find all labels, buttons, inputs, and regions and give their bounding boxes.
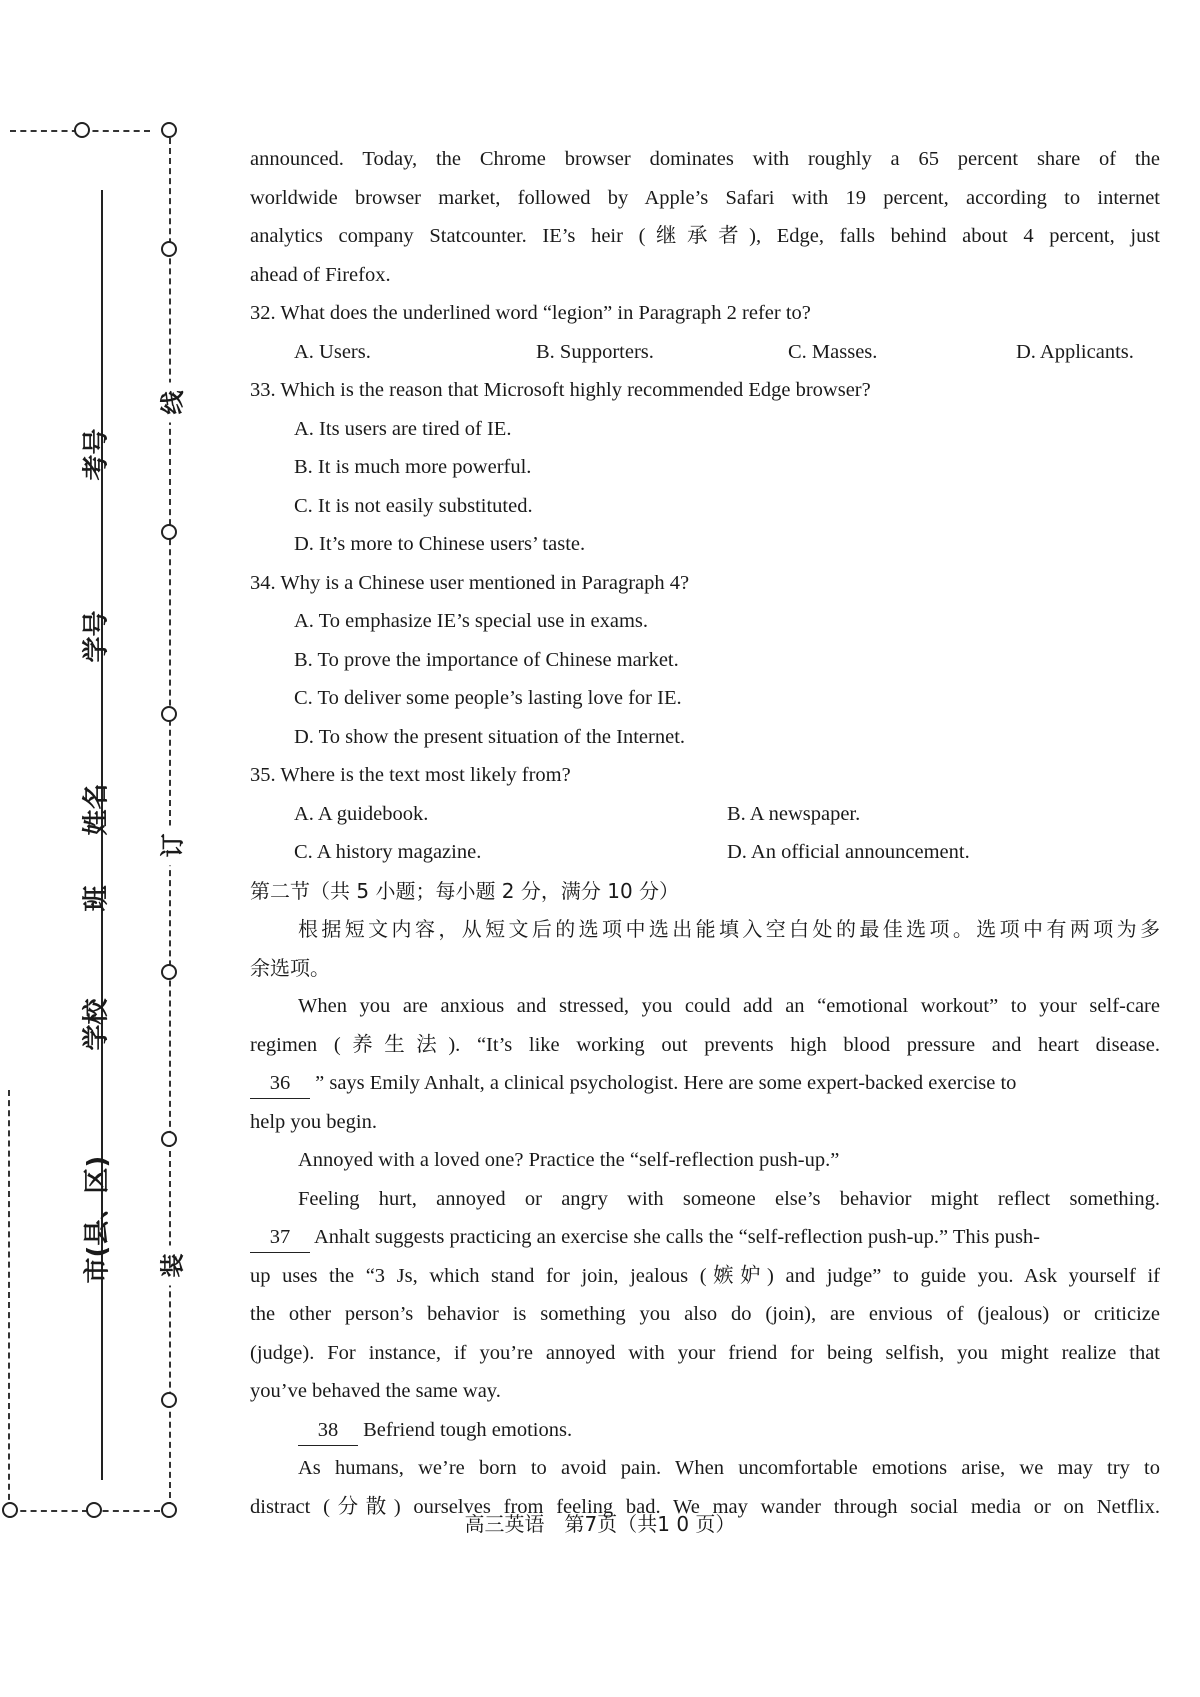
circle-marker [161,241,177,257]
passage-line: When you are anxious and stressed, you could add an “emotional workout” to your self-care [298,995,1160,1017]
option-d: D. It’s more to Chinese users’ taste. [294,533,586,555]
question-35-stem: 35. Where is the text most likely from? [250,764,571,786]
question-35-options-row1 [250,795,1160,834]
option-d: D. An official announcement. [727,841,970,863]
option-a: A. Users. [294,340,371,363]
passage-line [250,1411,1160,1450]
option-a: A. To emphasize IE’s special use in exams. [294,610,648,632]
label-kaohao: 考号 [81,428,112,481]
outer-dash-line [8,1090,10,1510]
option-a: A. A guidebook. [294,802,429,825]
question-32-options [250,333,1160,372]
option-b: B. It is much more powerful. [294,456,532,478]
exam-content [250,140,1160,1526]
option-c: C. To deliver some people’s lasting love for IE. [294,687,682,709]
option-b: B. Supporters. [536,340,654,363]
circle-marker [161,1392,177,1408]
passage-line: ahead of Firefox. [250,263,391,286]
option-c: C. A history magazine. [294,841,482,863]
question-32-stem: 32. What does the underlined word “legion” in Paragraph 2 refer to? [250,302,811,324]
passage-line: (judge). For instance, if you’re annoyed with your friend for being selfish, you might realize that [250,1341,1160,1364]
passage-line: up uses the “3 Js, which stand for join, jealous (嫉妒) and judge” to guide you. Ask yourself if [250,1264,1160,1287]
cut-mark-ding: 订 [153,826,188,866]
label-xuehao: 学号 [81,610,112,663]
passage-text: Befriend tough emotions. [358,1418,573,1441]
blank-36: 36 [250,1068,310,1099]
option-a: A. Its users are tired of IE. [294,417,512,440]
passage-line: distract (分散) ourselves from feeling bad. We may wander through social media or on Netflix. [250,1495,1160,1518]
binding-margin [0,0,200,1697]
passage-line: Feeling hurt, annoyed or angry with someone else’s behavior might reflect something. [298,1187,1160,1210]
cut-mark-zhuang: 装 [153,1246,188,1286]
passage-line [250,1218,1160,1257]
option-b: B. A newspaper. [727,802,861,825]
label-xuexiao: 学校 [81,998,112,1051]
passage-line: the other person’s behavior is something you also do (join), are envious of (jealous) or criticize [250,1303,1160,1325]
option-c: C. Masses. [788,340,878,363]
question-35-options-row2 [250,833,1160,872]
passage-line: worldwide browser market, followed by Apple’s Safari with 19 percent, according to internet [250,186,1160,209]
passage-text: ” says Emily Anhalt, a clinical psychologist. Here are some expert-backed exercise to [310,1072,1017,1094]
option-c: C. It is not easily substituted. [294,494,533,517]
blank-38: 38 [298,1415,358,1446]
question-34-stem: 34. Why is a Chinese user mentioned in Paragraph 4? [250,571,690,594]
passage-line: help you begin. [250,1110,377,1133]
label-shixianqu: 市(县、区) [82,1155,113,1284]
circle-marker [161,524,177,540]
circle-marker [161,1131,177,1147]
passage-line: announced. Today, the Chrome browser dominates with roughly a 65 percent share of the [250,148,1160,170]
cut-line [169,138,171,1508]
blank-37: 37 [250,1222,310,1253]
circle-marker [161,122,177,138]
page-footer: 高三英语 第7页（共1 0 页） [464,1512,736,1536]
passage-line: analytics company Statcounter. IE’s heir (继承者), Edge, falls behind about 4 percent, just [250,225,1160,247]
option-b: B. To prove the importance of Chinese market. [294,648,679,671]
cut-mark-xian: 线 [153,383,188,423]
circle-marker [161,706,177,722]
passage-line: Annoyed with a loved one? Practice the “self-reflection push-up.” [298,1149,840,1171]
section-instructions: 余选项。 [250,955,330,980]
section-instructions: 根据短文内容，从短文后的选项中选出能填入空白处的最佳选项。选项中有两项为多 [298,917,1160,941]
circle-marker [161,964,177,980]
option-d: D. Applicants. [1016,340,1134,363]
passage-text: Anhalt suggests practicing an exercise she calls the “self-reflection push-up.” This push- [310,1226,1041,1248]
passage-line: regimen (养生法). “It’s like working out prevents high blood pressure and heart disease. [250,1033,1160,1056]
label-xingming: 姓名 [81,783,112,836]
option-d: D. To show the present situation of the Internet. [294,725,686,748]
passage-line: As humans, we’re born to avoid pain. When uncomfortable emotions arise, we may try to [298,1457,1160,1479]
section-heading: 第二节（共 5 小题；每小题 2 分，满分 10 分） [250,878,680,903]
passage-line: you’ve behaved the same way. [250,1380,501,1402]
circle-marker [74,122,90,138]
question-33-stem: 33. Which is the reason that Microsoft highly recommended Edge browser? [250,379,871,401]
passage-line [250,1064,1160,1103]
label-ban: 班 [81,885,112,912]
